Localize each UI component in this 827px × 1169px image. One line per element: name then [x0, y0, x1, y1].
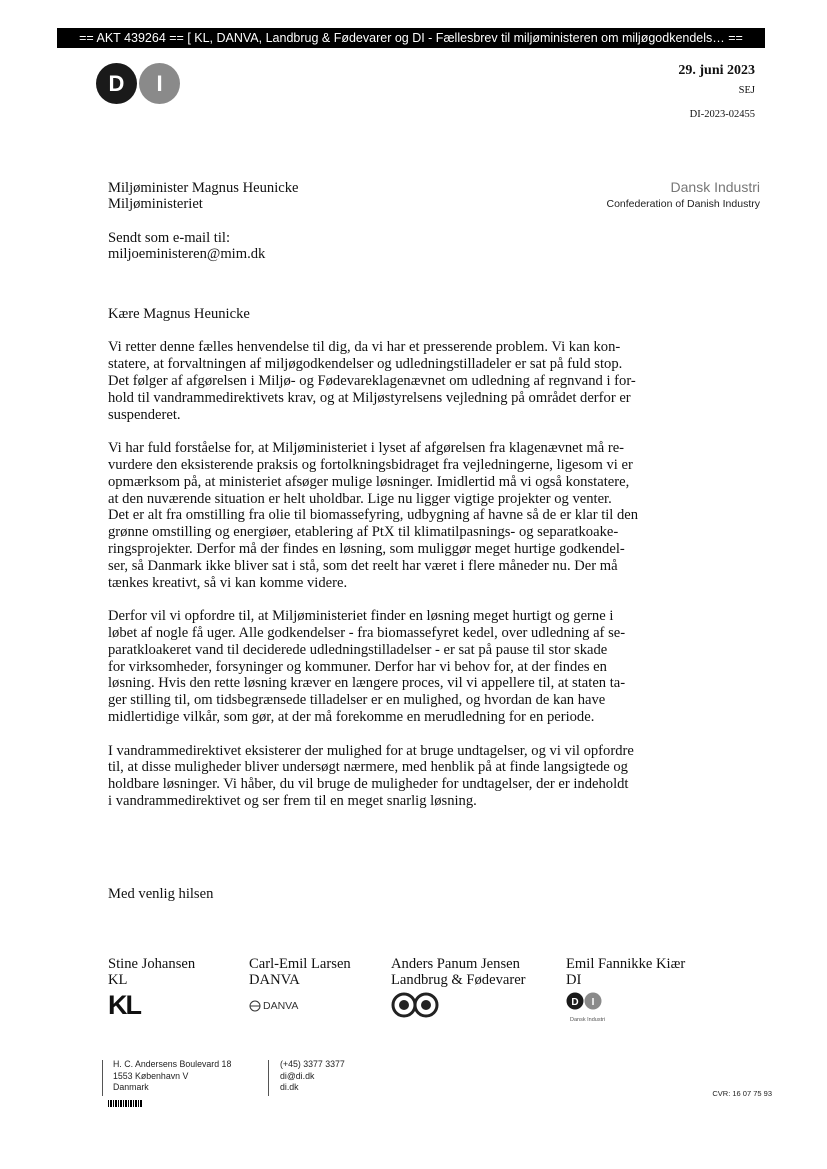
signatory-name: Stine Johansen [108, 956, 196, 972]
footer-phone: (+45) 3377 3377 [280, 1059, 345, 1069]
paragraph-line: Vi retter denne fælles henvendelse til dig, da vi har et presserende problem. Vi kan kon- [108, 339, 621, 356]
paragraph-line: Det er alt fra omstilling fra olie til biomassefyring, udbygning af havne så de er klar til den [108, 507, 639, 524]
paragraph-line: løsning. Hvis den rette løsning kræver en længere proces, vil vi appellere til, at staten ta- [108, 675, 626, 692]
signatory-danva [249, 956, 351, 1014]
paragraph-line: ringsprojekter. Derfor må der findes en løsning, som muliggør meget hurtige godkendel- [108, 540, 625, 557]
footer-address-street: H. C. Andersens Boulevard 18 [113, 1059, 232, 1069]
paragraph-line: holdbare løsninger. Vi håber, du vil bruge de muligheder for undtagelser, der er indeholdt [108, 776, 629, 793]
signatory-name: Carl-Emil Larsen [249, 956, 351, 972]
sent-via-label: Sendt som e-mail til: [108, 230, 231, 246]
paragraph-line: midlertidige vilkår, som gør, at der må forekomme en merudledning for en periode. [108, 708, 595, 725]
recipient-name: Miljøminister Magnus Heunicke [108, 180, 299, 196]
footer-website: di.dk [280, 1082, 299, 1092]
di-small-logo [566, 991, 606, 1011]
signatory-lf [391, 956, 526, 1022]
recipient-address [108, 180, 299, 212]
signatory-org: DI [566, 972, 582, 988]
org-subtitle: Confederation of Danish Industry [606, 198, 760, 210]
signatory-org: KL [108, 972, 128, 988]
logo-letter-i: I [156, 71, 163, 96]
paragraph-line: Derfor vil vi opfordre til, at Miljøministeriet finder en løsning meget hurtigt og gerne i [108, 608, 614, 625]
svg-text:I: I [591, 997, 595, 1008]
kl-logo: KL [108, 990, 140, 1020]
letter-body [108, 306, 678, 827]
letter-date: 29. juni 2023 [678, 63, 755, 78]
paragraph-line: løbet af nogle få uger. Alle godkendelser - fra biomassefyret kedel, over udledning af se- [108, 624, 626, 641]
footer-cvr: CVR: 16 07 75 93 [712, 1089, 772, 1098]
lf-logo [391, 992, 439, 1018]
sent-via [108, 230, 265, 262]
danva-drop-icon [249, 1000, 261, 1012]
paragraph-line: Vi har fuld forståelse for, at Miljøministeriet i lyset af afgørelsen fra klagenævnet må re- [108, 440, 625, 457]
paragraph-line: at den nuværende situation er helt uholdbar. Lige nu ligger vigtige projekter og venter. [108, 490, 612, 507]
org-name: Dansk Industri [670, 179, 760, 195]
paragraph-2 [108, 440, 678, 591]
sender-organization [606, 178, 760, 211]
closing: Med venlig hilsen [108, 886, 214, 902]
footer-email: di@di.dk [280, 1070, 315, 1081]
paragraph-line: i vandrammedirektivet og ser frem til en meget snarlig løsning. [108, 792, 477, 809]
barcode [108, 1100, 142, 1107]
signatory-name: Emil Fannikke Kiær [566, 956, 686, 972]
svg-text:D: D [571, 997, 579, 1008]
signatory-kl [108, 956, 195, 1019]
paragraph-line: hold til vandrammedirektivets krav, og at Miljøstyrelsens vejledning på området derfor er [108, 389, 631, 406]
signatory-name: Anders Panum Jensen [391, 956, 520, 972]
danva-logo-text: DANVA [263, 1000, 299, 1012]
document-header-bar: == AKT 439264 == [ KL, DANVA, Landbrug & Fødevarer og DI - Fællesbrev til miljøministeren om miljøgodkendels… == [57, 28, 765, 48]
footer-contact [280, 1059, 345, 1094]
paragraph-3 [108, 608, 678, 726]
paragraph-line: suspenderet. [108, 406, 181, 423]
recipient-ministry: Miljøministeriet [108, 196, 203, 212]
recipient-email: miljoeministeren@mim.dk [108, 246, 266, 262]
paragraph-line: I vandrammedirektivet eksisterer der mulighed for at bruge undtagelser, og vi vil opfordre [108, 742, 634, 759]
paragraph-line: grønne omstilling og energiøer, etablering af PtX til klimatilpasnings- og separatkoake- [108, 524, 619, 541]
signatory-di [566, 956, 685, 1028]
logo-letter-d: D [108, 71, 125, 96]
reference-number: DI-2023-02455 [689, 109, 755, 120]
paragraph-line: ger stilling til, om tidsbegrænsede tilladelser er en mulighed, og hvordan de kan have [108, 692, 606, 709]
footer-divider [268, 1060, 269, 1096]
paragraph-line: Det følger af afgørelsen i Miljø- og Fødevareklagenævnet om udledning af regnvand i for- [108, 372, 636, 389]
paragraph-line: tænkes kreativt, så vi kan komme videre. [108, 574, 348, 591]
footer-address [113, 1059, 231, 1094]
paragraph-line: statere, at forvaltningen af miljøgodkendelser og udledningstilladeler er sat på fuld stop. [108, 356, 623, 373]
paragraph-line: ser, så Danmark ikke bliver sat i stå, som det reelt har været i flere måneder nu. Der må [108, 557, 618, 574]
di-logo [96, 63, 180, 104]
di-small-logo-text: Dansk Industri [570, 1017, 606, 1023]
paragraph-line: vurdere den eksisterende praksis og fortolkningsbidraget fra vejledningerne, ligesom vi er [108, 456, 633, 473]
paragraph-1 [108, 339, 678, 423]
footer-address-country: Danmark [113, 1082, 149, 1092]
paragraph-line: til, at disse muligheder bliver undersøgt nærmere, med henblik på at finde langsigtede og [108, 759, 628, 776]
paragraph-line: paratkloakeret vand til deciderede udledningstilladelser - er sat på pause til stor skade [108, 641, 608, 658]
salutation: Kære Magnus Heunicke [108, 306, 250, 322]
footer-address-city: 1553 København V [113, 1070, 189, 1081]
paragraph-4 [108, 743, 678, 810]
signatory-org: DANVA [249, 972, 300, 988]
paragraph-line: for virksomheder, forsyninger og kommuner. Derfor har vi behov for, at der findes en [108, 658, 607, 675]
paragraph-line: opmærksom på, at ministeriet afsøger mulige løsninger. Imidlertid må vi også konstatere, [108, 473, 630, 490]
footer-divider [102, 1060, 103, 1096]
signatory-org: Landbrug & Fødevarer [391, 972, 526, 988]
danva-logo [249, 998, 351, 1014]
author-initials: SEJ [738, 85, 755, 96]
letter-meta [678, 62, 755, 120]
